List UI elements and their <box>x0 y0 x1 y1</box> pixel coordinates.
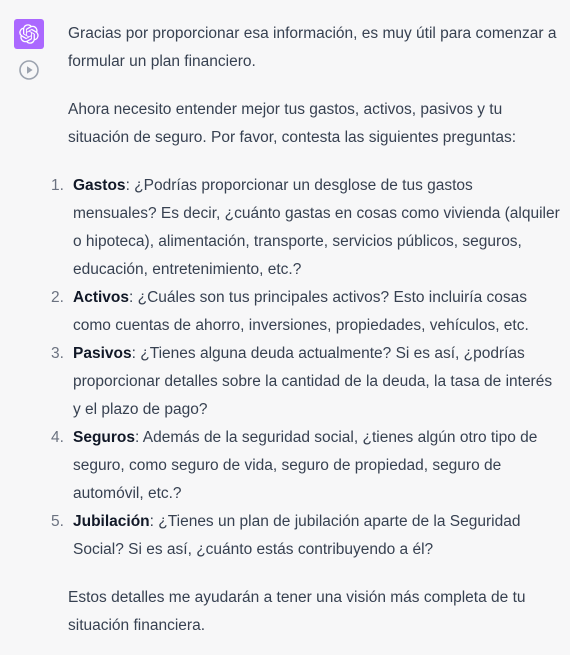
list-number: 2. <box>51 289 64 306</box>
list-term: Pasivos <box>73 345 132 362</box>
list-number: 5. <box>51 513 64 530</box>
list-item <box>51 284 560 340</box>
list-text: : Además de la seguridad social, ¿tienes algún otro tipo de seguro, como seguro de vida, seguro de propiedad, seguro de automóvil, etc.? <box>73 429 538 502</box>
assistant-avatar <box>14 19 44 49</box>
list-term: Jubilación <box>73 513 150 530</box>
questions-list <box>51 172 560 564</box>
list-text: : ¿Tienes un plan de jubilación aparte de la Seguridad Social? Si es así, ¿cuánto estás contribuyendo a él? <box>73 513 521 558</box>
list-number: 3. <box>51 345 64 362</box>
intro-paragraph-1: Gracias por proporcionar esa información, es muy útil para comenzar a formular un plan financiero. <box>68 25 557 70</box>
list-item <box>51 508 560 564</box>
list-item <box>51 172 560 284</box>
list-term: Gastos <box>73 177 126 194</box>
list-text: : ¿Podrías proporcionar un desglose de tus gastos mensuales? Es decir, ¿cuánto gastas en cosas como vivienda (alquiler o hipoteca), alimentación, transporte, servicios públicos, seguros, educación, entretenimiento, etc.? <box>73 177 560 278</box>
list-term: Seguros <box>73 429 136 446</box>
list-number: 4. <box>51 429 64 446</box>
list-text: : ¿Cuáles son tus principales activos? Esto incluiría cosas como cuentas de ahorro, inversiones, propiedades, vehículos, etc. <box>73 289 529 334</box>
list-text: : ¿Tienes alguna deuda actualmente? Si es así, ¿podrías proporcionar detalles sobre la cantidad de la deuda, la tasa de interés y el plazo de pago? <box>73 345 553 418</box>
play-circle-icon[interactable] <box>18 59 40 81</box>
message-content <box>51 20 560 640</box>
list-number: 1. <box>51 177 64 194</box>
closing-paragraph: Estos detalles me ayudarán a tener una visión más completa de tu situación financiera. <box>68 589 526 634</box>
list-item <box>51 424 560 508</box>
list-term: Activos <box>73 289 129 306</box>
intro-paragraph-2: Ahora necesito entender mejor tus gastos, activos, pasivos y tu situación de seguro. Por favor, contesta las siguientes preguntas: <box>68 101 517 146</box>
list-item <box>51 340 560 424</box>
openai-logo-icon <box>19 24 39 44</box>
